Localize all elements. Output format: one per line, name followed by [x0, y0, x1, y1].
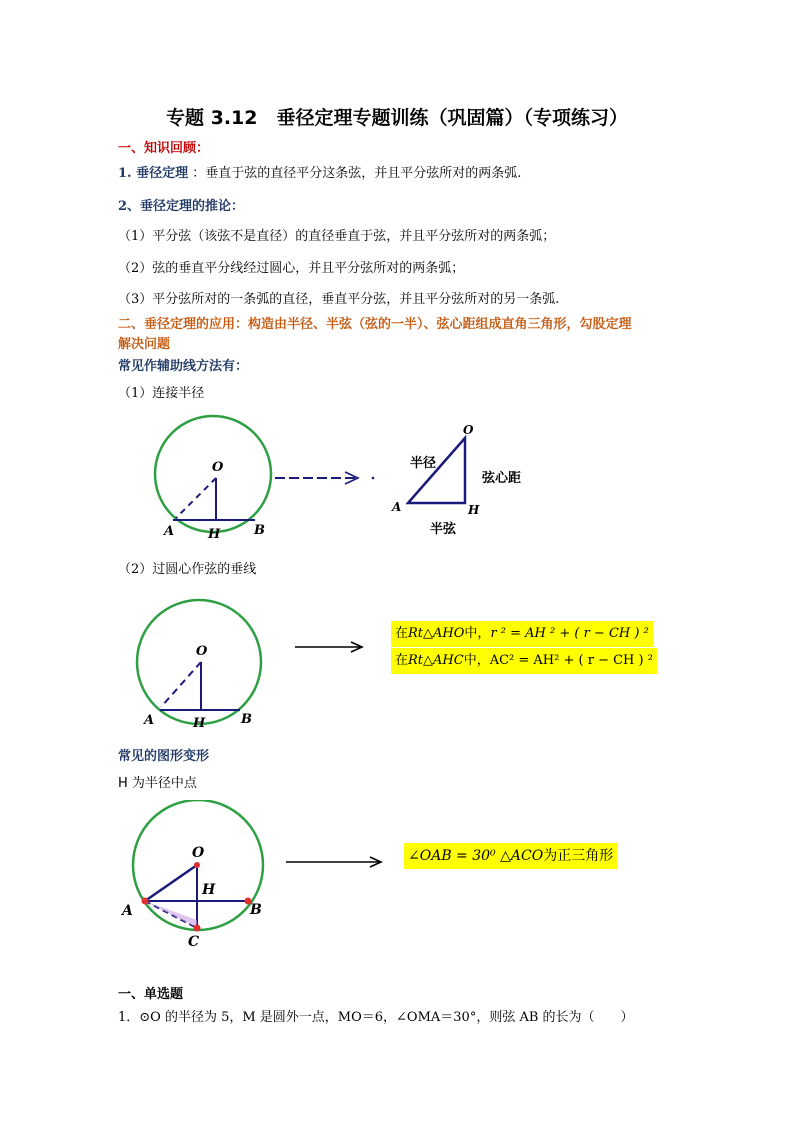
method1-label: （1）连接半径	[118, 386, 205, 401]
method2-label: （2）过圆心作弦的垂线	[118, 562, 257, 577]
formula2-prefix: 在	[395, 653, 409, 668]
fig3-label-o: O	[192, 845, 205, 861]
corollary-3: （3）平分弦所对的一条弧的直径，垂直平分弦，并且平分弦所对的另一条弧.	[118, 292, 560, 307]
fig3-label-a: A	[122, 903, 133, 919]
formula-box-3	[404, 843, 617, 869]
fig3-radius-oa	[145, 865, 197, 901]
formula1-mid: 中，	[464, 626, 491, 641]
corollary-1: （1）平分弦（该弦不是直径）的直径垂直于弦，并且平分弦所对的两条弧；	[118, 229, 556, 244]
tri-label-a: A	[392, 500, 402, 514]
formula-box-2	[391, 648, 657, 674]
exercise-heading: 一、单选题	[118, 987, 184, 1002]
figure3-diagram	[118, 800, 398, 950]
theorem-line	[118, 165, 521, 183]
formula3-suffix: 为正三角形	[543, 848, 614, 864]
page-title: 专题 3.12 垂径定理专题训练（巩固篇）（专项练习）	[166, 107, 628, 129]
formula1-prefix: 在	[395, 626, 409, 641]
fig1-label-h: H	[208, 527, 221, 542]
fig3-label-h: H	[202, 882, 216, 898]
theorem-text: ：垂直于弦的直径平分这条弦，并且平分弦所对的两条弧.	[192, 166, 522, 181]
formula2-tri: Rt△AHC	[408, 653, 464, 668]
figure2-diagram	[125, 595, 385, 740]
fig1-label-b: B	[254, 523, 265, 538]
fig2-label-a: A	[144, 713, 155, 728]
formula1-tri: Rt△AHO	[408, 626, 465, 641]
fig2-radius-dashed	[161, 662, 201, 707]
formula2-expr: AC² = AH² + ( r − CH ) ²	[489, 653, 653, 668]
formula-box-1	[391, 621, 653, 647]
tri-label-radius: 半径	[410, 456, 437, 471]
section2-heading-line2: 解决问题	[118, 337, 171, 352]
fig2-label-h: H	[193, 716, 206, 731]
fig2-label-b: B	[241, 712, 252, 727]
formula3-tri: △ACO	[500, 848, 544, 864]
tri-label-o: O	[463, 423, 474, 437]
formula2-mid: 中，	[463, 653, 490, 668]
question-1: 1．⊙O 的半径为 5，M 是圆外一点，MO＝6，∠OMA＝30°，则弦 AB 的长为（ ）	[118, 1010, 634, 1025]
corollary-heading: 2、垂径定理的推论：	[118, 199, 245, 214]
section1-heading: 一、知识回顾：	[118, 141, 210, 156]
figure1-diagram	[140, 410, 540, 550]
transform-note: H 为半径中点	[118, 776, 197, 791]
fig2-label-o: O	[196, 644, 208, 659]
fig1-radius-dashed	[176, 478, 216, 518]
theorem-label: 1. 垂径定理	[118, 166, 189, 181]
fig2-circle	[137, 600, 261, 724]
section2-heading-line1: 二、垂径定理的应用：构造由半径、半弦（弦的一半）、弦心距组成直角三角形，勾股定理	[118, 317, 632, 332]
fig3-point-c	[194, 925, 201, 932]
aux-heading: 常见作辅助线方法有：	[118, 359, 249, 374]
tri-label-distance: 弦心距	[482, 471, 522, 486]
fig3-point-o	[194, 862, 200, 868]
corollary-2: （2）弦的垂直平分线经过圆心，并且平分弦所对的两条弧；	[118, 261, 465, 276]
formula1-expr: r ² = AH ² + ( r − CH ) ²	[490, 626, 649, 641]
formula3-angle: ∠OAB = 30⁰	[408, 848, 496, 864]
tri-label-half-chord: 半弦	[430, 522, 457, 537]
fig3-point-a	[142, 898, 149, 905]
fig3-label-c: C	[188, 934, 200, 950]
fig1-arrow-dot	[372, 477, 375, 480]
fig1-label-a: A	[164, 524, 175, 539]
tri-label-h: H	[468, 503, 480, 517]
fig1-label-o: O	[212, 460, 224, 475]
transform-heading: 常见的图形变形	[118, 749, 210, 764]
fig3-label-b: B	[250, 902, 262, 918]
